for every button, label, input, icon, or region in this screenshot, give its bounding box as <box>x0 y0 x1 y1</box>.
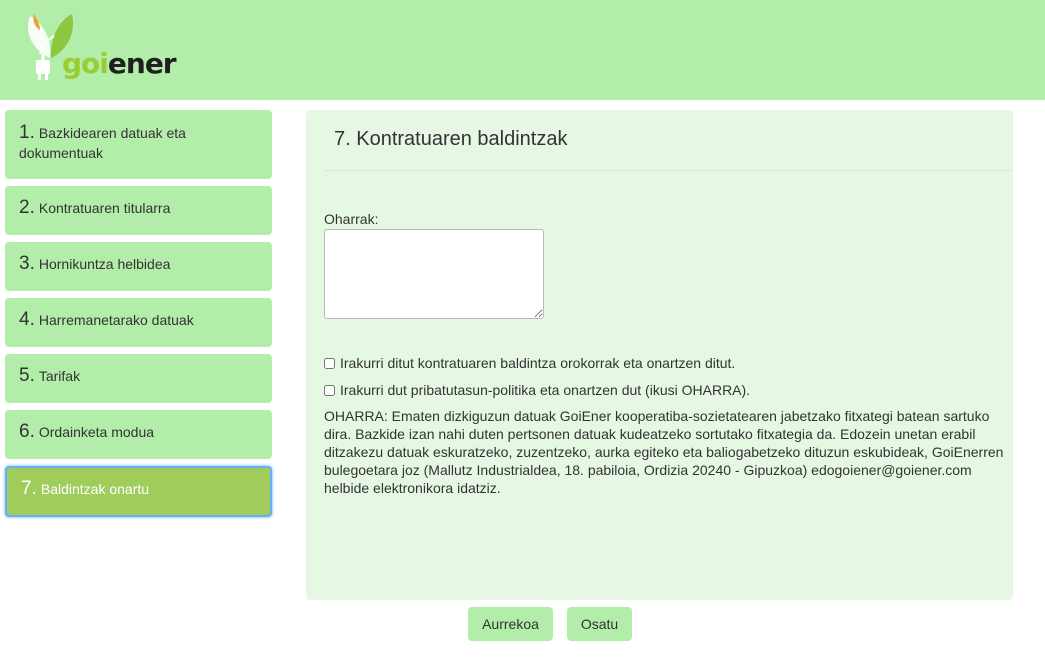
conditions-panel <box>306 110 1013 600</box>
step-label: Ordainketa modua <box>38 424 155 440</box>
step-number: 5. <box>19 365 35 386</box>
privacy-notice: OHARRA: Ematen dizkiguzun datuak GoiEner kooperatiba-sozietatearen jabetzako fitxategi batean sartuko dira. Bazkide izan nahi duten pertsonen datuak kudeatzeko sortutako fitxategia da. Edozein unetan erabil ditzakezu datuak eskuratzeko, zuzentzeko, aurka egiteko eta baliogabetzeko dituzun eskubideak, GoiEnerren bulegoetara joz (Mallutz Industrialdea, 18. pabiloia, Ordizia 20240 - Gipuzkoa) edogoiener@goiener.com helbide elektronikora idatziz. <box>324 408 1004 496</box>
step-2-contract-holder[interactable] <box>5 186 272 235</box>
step-number: 4. <box>19 309 35 330</box>
step-number: 7. <box>21 478 37 499</box>
logo-wordmark <box>62 47 176 80</box>
steps-sidebar <box>5 110 273 524</box>
accept-privacy-label: Irakurri dut pribatutasun-politika eta onartzen dut (ikusi OHARRA). <box>340 382 751 398</box>
step-number: 3. <box>19 253 35 274</box>
step-label: Tarifak <box>38 368 81 384</box>
step-3-supply-address[interactable] <box>5 242 272 291</box>
header <box>0 0 1045 100</box>
notes-textarea[interactable] <box>324 229 544 319</box>
logo-wordmark-goi: goi <box>62 47 108 80</box>
previous-button[interactable]: Aurrekoa <box>468 607 553 641</box>
step-label: Baldintzak onartu <box>40 481 150 497</box>
step-label: Harremanetarako datuak <box>38 312 194 328</box>
step-1-member-data[interactable] <box>5 110 272 179</box>
finish-button[interactable]: Osatu <box>567 607 632 641</box>
step-label: Bazkidearen datuak eta dokumentuak <box>19 125 186 161</box>
logo-wordmark-ener: ener <box>107 47 176 80</box>
accept-terms-row[interactable] <box>324 355 735 371</box>
accept-terms-label: Irakurri ditut kontratuaren baldintza orokorrak eta onartzen ditut. <box>340 355 736 371</box>
panel-title: 7. Kontratuaren baldintzak <box>334 128 568 150</box>
accept-privacy-checkbox[interactable] <box>324 385 335 396</box>
step-4-contact-data[interactable] <box>5 298 272 347</box>
accept-terms-checkbox[interactable] <box>324 358 335 369</box>
step-label: Hornikuntza helbidea <box>38 256 171 272</box>
step-6-payment-method[interactable] <box>5 410 272 459</box>
step-number: 1. <box>19 122 35 143</box>
notes-label: Oharrak: <box>324 211 379 227</box>
step-number: 6. <box>19 421 35 442</box>
goiener-logo[interactable] <box>20 10 185 90</box>
step-label: Kontratuaren titularra <box>38 200 171 216</box>
step-number: 2. <box>19 197 35 218</box>
accept-privacy-row[interactable] <box>324 382 750 398</box>
step-7-accept-conditions[interactable] <box>5 466 272 517</box>
step-5-tariffs[interactable] <box>5 354 272 403</box>
panel-divider <box>324 170 1013 171</box>
